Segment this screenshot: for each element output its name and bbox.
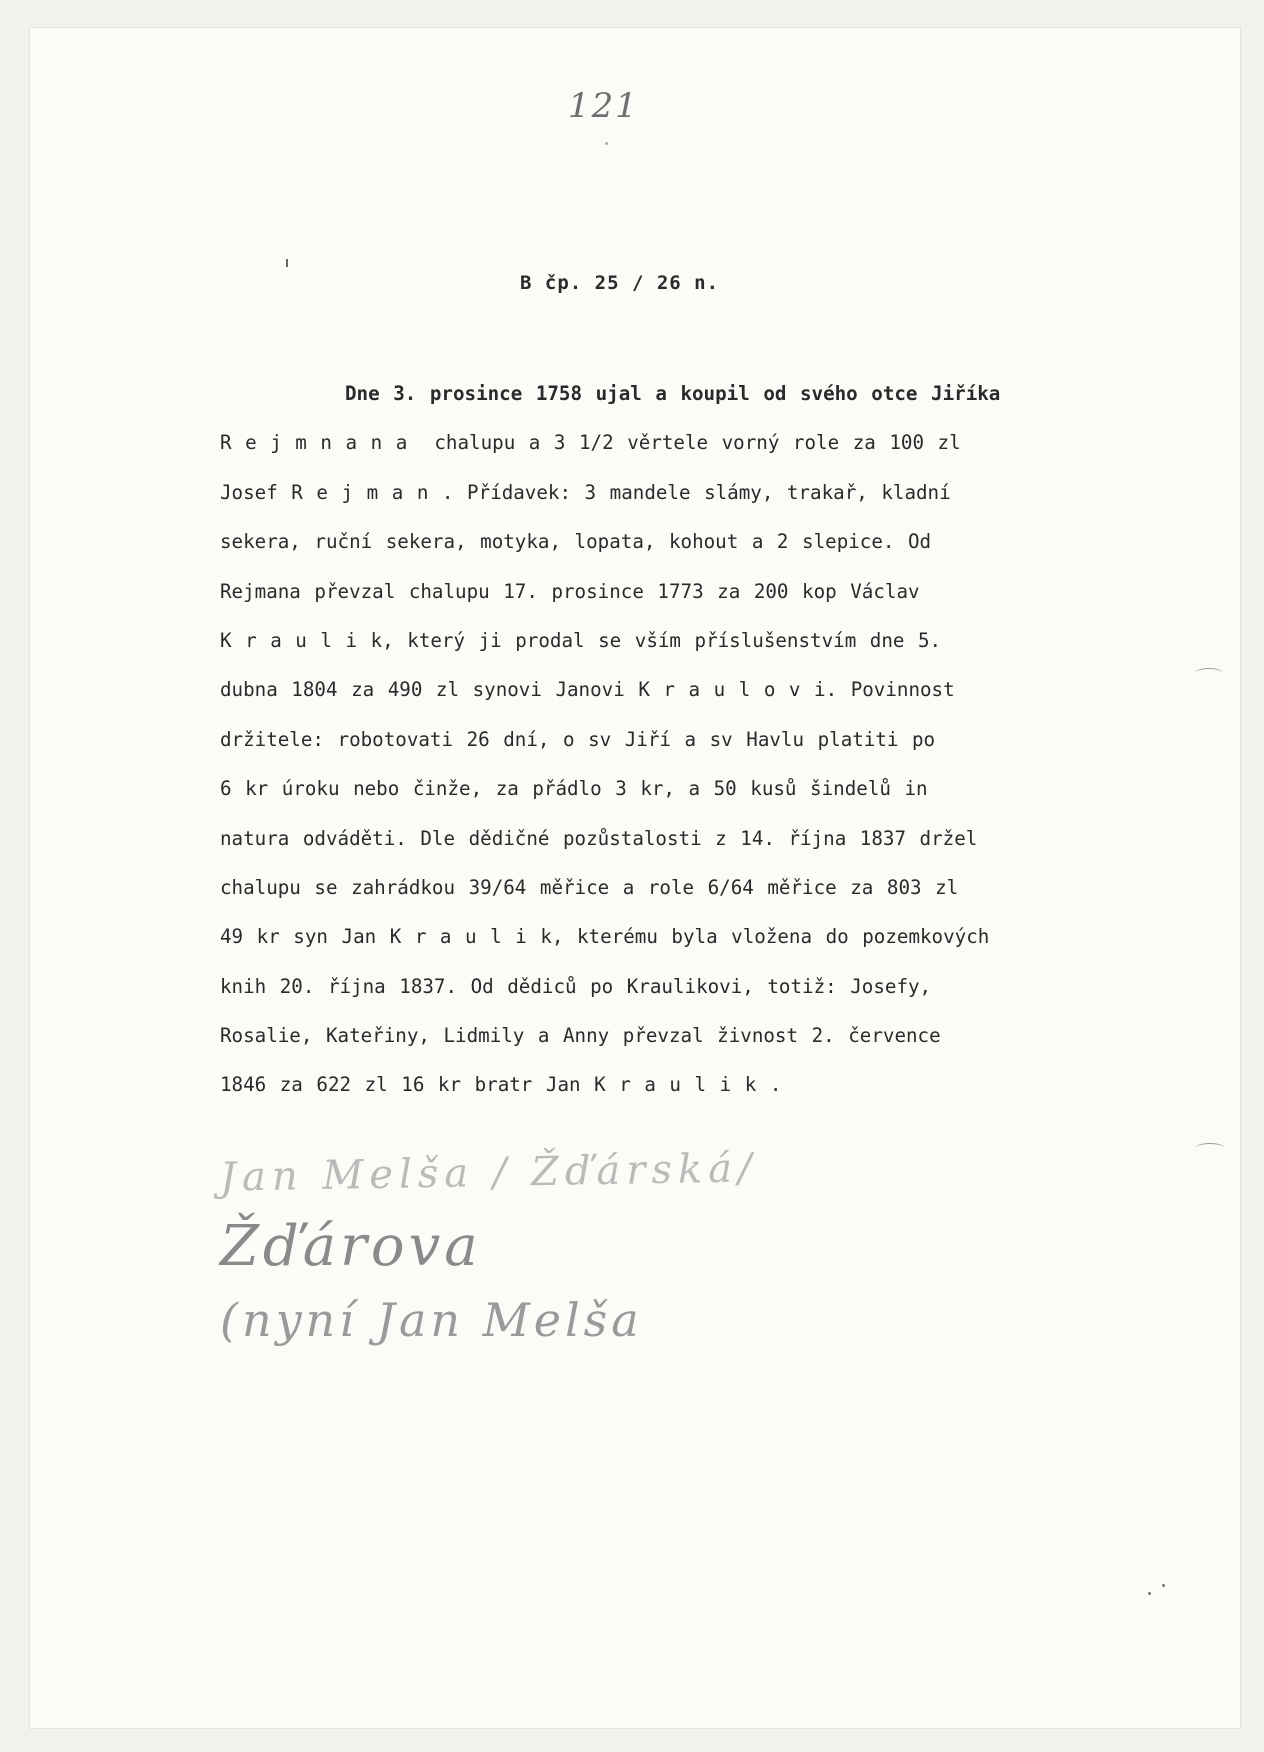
document-heading: B čp. 25 / 26 n. <box>520 272 720 294</box>
text-line: Josef R e j m a n . Přídavek: 3 mandele slámy, trakař, kladní <box>220 480 951 504</box>
text-line: držitele: robotovati 26 dní, o sv Jiří a sv Havlu platiti po <box>220 727 936 751</box>
text-line: Rosalie, Kateřiny, Lidmily a Anny převzal živnost 2. července <box>220 1024 941 1048</box>
paper-speck <box>1148 1592 1151 1595</box>
typed-text-block <box>220 369 1160 1110</box>
text-line: natura odváděti. Dle dědičné pozůstalosti z 14. října 1837 držel <box>220 826 978 850</box>
text-line: Rejmana převzal chalupu 17. prosince 1773 za 200 kop Václav <box>220 579 920 603</box>
paper-speck <box>1162 1584 1165 1587</box>
text-line: 6 kr úroku nebo činže, za přádlo 3 kr, a 50 kusů šindelů in <box>220 777 928 801</box>
paper-speck <box>605 142 608 145</box>
margin-mark <box>1195 668 1223 679</box>
text-line: chalupu se zahrádkou 39/64 měřice a role 6/64 měřice za 803 zl <box>220 875 959 899</box>
handwritten-note <box>219 1145 758 1347</box>
margin-mark <box>1195 1143 1225 1154</box>
handwritten-line: Jan Melša / Žďárská/ <box>219 1145 758 1201</box>
text-line: K r a u l i k, který ji prodal se vším příslušenstvím dne 5. <box>220 628 942 652</box>
handwritten-line: Žďárova <box>220 1214 482 1279</box>
text-line: sekera, ruční sekera, motyka, lopata, kohout a 2 slepice. Od <box>220 530 932 554</box>
text-line: 49 kr syn Jan K r a u l i k, kterému byla vložena do pozemkových <box>220 925 990 949</box>
text-line: Dne 3. prosince 1758 ujal a koupil od svého otce Jiříka <box>345 382 1001 405</box>
page-number: 121 <box>568 86 639 126</box>
text-line: knih 20. října 1837. Od dědiců po Kraulikovi, totiž: Josefy, <box>220 974 932 998</box>
text-line: 1846 za 622 zl 16 kr bratr Jan K r a u l i k . <box>220 1073 782 1097</box>
handwritten-line: (nyní Jan Melša <box>220 1293 643 1347</box>
text-line: dubna 1804 za 490 zl synovi Janovi K r a u l o v i. Povinnost <box>220 678 955 702</box>
text-line: R e j m n a n a chalupu a 3 1/2 věrtele vorný role za 100 zl <box>220 431 961 455</box>
margin-tick <box>286 259 288 267</box>
